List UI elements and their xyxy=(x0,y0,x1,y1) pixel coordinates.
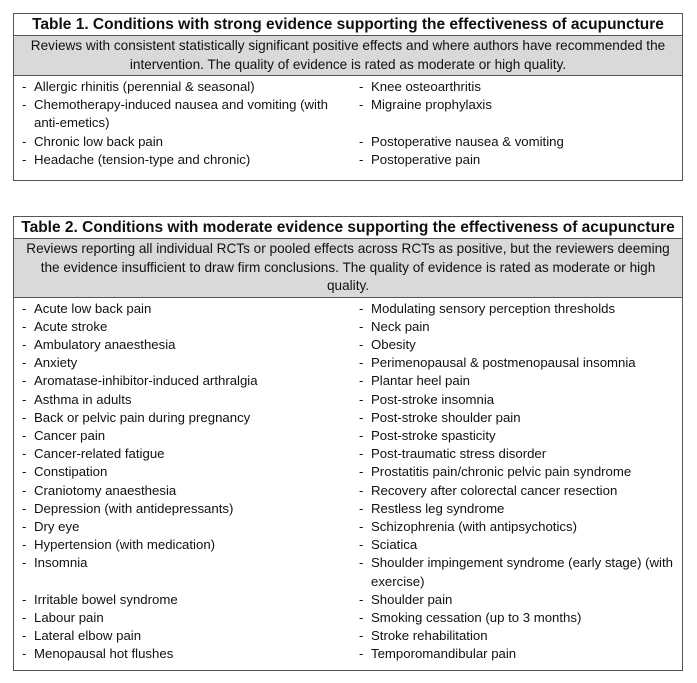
list-item xyxy=(359,445,682,463)
list-item-text: Ambulatory anaesthesia xyxy=(34,336,176,352)
list-item-text: Cancer pain xyxy=(34,427,106,443)
list-bullet: - xyxy=(359,646,364,662)
list-item xyxy=(359,96,682,114)
list-item-text: Craniotomy anaesthesia xyxy=(34,482,177,498)
list-bullet: - xyxy=(22,446,27,462)
list-bullet: - xyxy=(359,151,364,167)
list-bullet: - xyxy=(22,591,27,607)
list-item xyxy=(22,409,351,427)
list-item-text: Hypertension (with medication) xyxy=(34,537,216,553)
list-item-text: Obesity xyxy=(371,336,416,352)
list-item-text: Lateral elbow pain xyxy=(34,628,142,644)
table-1 xyxy=(13,13,683,181)
list-bullet: - xyxy=(22,373,27,389)
list-item xyxy=(359,518,682,536)
list-item-text: Modulating sensory perception thresholds xyxy=(371,300,616,316)
list-item xyxy=(22,500,351,518)
list-item-text: Postoperative nausea & vomiting xyxy=(371,133,564,149)
list-bullet: - xyxy=(22,97,27,113)
list-item xyxy=(22,573,351,591)
list-bullet: - xyxy=(359,555,364,571)
list-item xyxy=(359,300,682,318)
list-bullet: - xyxy=(359,537,364,553)
list-item-text: Postoperative pain xyxy=(371,151,481,167)
list-bullet: - xyxy=(359,518,364,534)
list-bullet: - xyxy=(22,609,27,625)
list-item xyxy=(359,78,682,96)
list-bullet: - xyxy=(22,518,27,534)
table-1-left-column xyxy=(14,78,351,169)
list-item xyxy=(359,133,682,151)
list-item-text: Menopausal hot flushes xyxy=(34,646,174,662)
list-item xyxy=(359,536,682,554)
list-item-text: Constipation xyxy=(34,464,108,480)
list-item-text: Neck pain xyxy=(371,318,430,334)
list-bullet: - xyxy=(359,391,364,407)
list-bullet: - xyxy=(359,373,364,389)
list-item-text: Allergic rhinitis (perennial & seasonal) xyxy=(34,79,255,94)
list-bullet: - xyxy=(22,133,27,149)
list-item xyxy=(22,78,351,96)
list-item-text: Asthma in adults xyxy=(34,391,132,407)
list-bullet: - xyxy=(359,609,364,625)
list-bullet: - xyxy=(359,628,364,644)
list-bullet: - xyxy=(22,555,27,571)
list-item-text: Post-stroke insomnia xyxy=(371,391,495,407)
list-bullet: - xyxy=(359,133,364,149)
list-item-text: Cancer-related fatigue xyxy=(34,446,165,462)
list-bullet: - xyxy=(359,482,364,498)
list-item-text: Knee osteoarthritis xyxy=(371,79,481,94)
list-item xyxy=(22,518,351,536)
list-item-text: Aromatase-inhibitor-induced arthralgia xyxy=(34,373,258,389)
list-item-text: Labour pain xyxy=(34,609,104,625)
list-item-text: Shoulder impingement syndrome (early stage) (with exercise) xyxy=(371,555,673,589)
table-1-description: Reviews with consistent statistically significant positive effects and where authors have recommended the intervention. The quality of evidence is rated as moderate or high quality. xyxy=(14,35,682,76)
table-2-right-column xyxy=(351,300,682,664)
list-item xyxy=(22,609,351,627)
list-item xyxy=(22,463,351,481)
list-bullet: - xyxy=(359,300,364,316)
list-bullet: - xyxy=(359,355,364,371)
list-item-text: Post-stroke spasticity xyxy=(371,427,496,443)
list-item xyxy=(22,336,351,354)
list-bullet: - xyxy=(22,391,27,407)
list-bullet: - xyxy=(22,409,27,425)
list-item xyxy=(359,427,682,445)
list-bullet: - xyxy=(359,97,364,113)
list-item xyxy=(22,96,351,132)
list-bullet: - xyxy=(22,646,27,662)
list-bullet: - xyxy=(22,537,27,553)
list-item xyxy=(359,391,682,409)
list-item xyxy=(359,463,682,481)
list-item xyxy=(22,591,351,609)
table-2 xyxy=(13,216,683,671)
list-item-text: Smoking cessation (up to 3 months) xyxy=(371,609,582,625)
list-item xyxy=(22,445,351,463)
list-item xyxy=(22,151,351,169)
list-bullet: - xyxy=(359,446,364,462)
list-item xyxy=(359,609,682,627)
list-bullet: - xyxy=(22,355,27,371)
list-item-text: Plantar heel pain xyxy=(371,373,470,389)
list-bullet: - xyxy=(359,500,364,516)
list-bullet: - xyxy=(22,464,27,480)
list-item-text: Headache (tension-type and chronic) xyxy=(34,151,251,167)
list-bullet: - xyxy=(22,336,27,352)
list-bullet: - xyxy=(22,500,27,516)
list-bullet: - xyxy=(22,318,27,334)
list-bullet: - xyxy=(359,318,364,334)
list-item-text: Temporomandibular pain xyxy=(371,646,517,662)
list-item xyxy=(22,627,351,645)
list-item-text: Chemotherapy-induced nausea and vomiting (with anti-emetics) xyxy=(34,97,328,131)
list-item xyxy=(359,114,682,132)
list-item-text: Chronic low back pain xyxy=(34,133,164,149)
table-1-title: Table 1. Conditions with strong evidence supporting the effectiveness of acupuncture xyxy=(32,16,664,33)
list-item-text: Restless leg syndrome xyxy=(371,500,505,516)
list-item xyxy=(22,318,351,336)
list-item-text: Recovery after colorectal cancer resection xyxy=(371,482,618,498)
list-item xyxy=(22,133,351,151)
list-item xyxy=(359,554,682,590)
list-item-text: Acute stroke xyxy=(34,318,108,334)
list-item-text: Irritable bowel syndrome xyxy=(34,591,178,607)
list-item xyxy=(22,645,351,663)
list-item xyxy=(22,372,351,390)
table-1-right-column xyxy=(351,78,682,169)
list-bullet: - xyxy=(359,409,364,425)
list-item xyxy=(359,627,682,645)
list-item xyxy=(359,591,682,609)
list-bullet: - xyxy=(22,427,27,443)
list-item-text: Shoulder pain xyxy=(371,591,453,607)
list-item-text: Depression (with antidepressants) xyxy=(34,500,234,516)
list-item-text: Post-traumatic stress disorder xyxy=(371,446,547,462)
list-bullet: - xyxy=(22,482,27,498)
table-2-left-column xyxy=(14,300,351,664)
table-2-description: Reviews reporting all individual RCTs or pooled effects across RCTs as positive, but the reviewers deeming the evidence insufficient to draw firm conclusions. The quality of evidence is rated as moderate or high quality. xyxy=(14,238,682,298)
list-bullet: - xyxy=(22,151,27,167)
list-bullet: - xyxy=(359,79,364,94)
table-2-title: Table 2. Conditions with moderate evidence supporting the effectiveness of acupuncture xyxy=(21,219,675,236)
list-item xyxy=(22,482,351,500)
list-item-text: Anxiety xyxy=(34,355,78,371)
list-item xyxy=(359,318,682,336)
list-item xyxy=(359,482,682,500)
list-bullet: - xyxy=(359,464,364,480)
list-item xyxy=(359,336,682,354)
list-item xyxy=(359,372,682,390)
list-item-text: Post-stroke shoulder pain xyxy=(371,409,521,425)
list-item-text: Back or pelvic pain during pregnancy xyxy=(34,409,251,425)
list-bullet: - xyxy=(22,628,27,644)
list-item xyxy=(22,536,351,554)
list-bullet: - xyxy=(359,427,364,443)
list-item xyxy=(22,391,351,409)
table-1-columns xyxy=(14,76,682,169)
list-item xyxy=(22,554,351,572)
list-item-text: Prostatitis pain/chronic pelvic pain syndrome xyxy=(371,464,632,480)
list-item xyxy=(22,354,351,372)
list-item xyxy=(22,300,351,318)
list-item-text: Dry eye xyxy=(34,518,80,534)
list-item-text: Stroke rehabilitation xyxy=(371,628,488,644)
list-item-text: Schizophrenia (with antipsychotics) xyxy=(371,518,577,534)
list-bullet: - xyxy=(359,591,364,607)
list-item xyxy=(359,151,682,169)
list-item-text: Sciatica xyxy=(371,537,418,553)
list-item-text: Perimenopausal & postmenopausal insomnia xyxy=(371,355,636,371)
list-item xyxy=(359,645,682,663)
list-item xyxy=(22,427,351,445)
list-item-text: Migraine prophylaxis xyxy=(371,97,492,113)
list-bullet: - xyxy=(359,336,364,352)
list-bullet: - xyxy=(22,300,27,316)
list-item-text: Insomnia xyxy=(34,555,88,571)
list-item-text: Acute low back pain xyxy=(34,300,152,316)
list-bullet: - xyxy=(22,79,27,94)
table-2-columns xyxy=(14,298,682,664)
list-item xyxy=(359,409,682,427)
list-item xyxy=(359,500,682,518)
list-item xyxy=(359,354,682,372)
